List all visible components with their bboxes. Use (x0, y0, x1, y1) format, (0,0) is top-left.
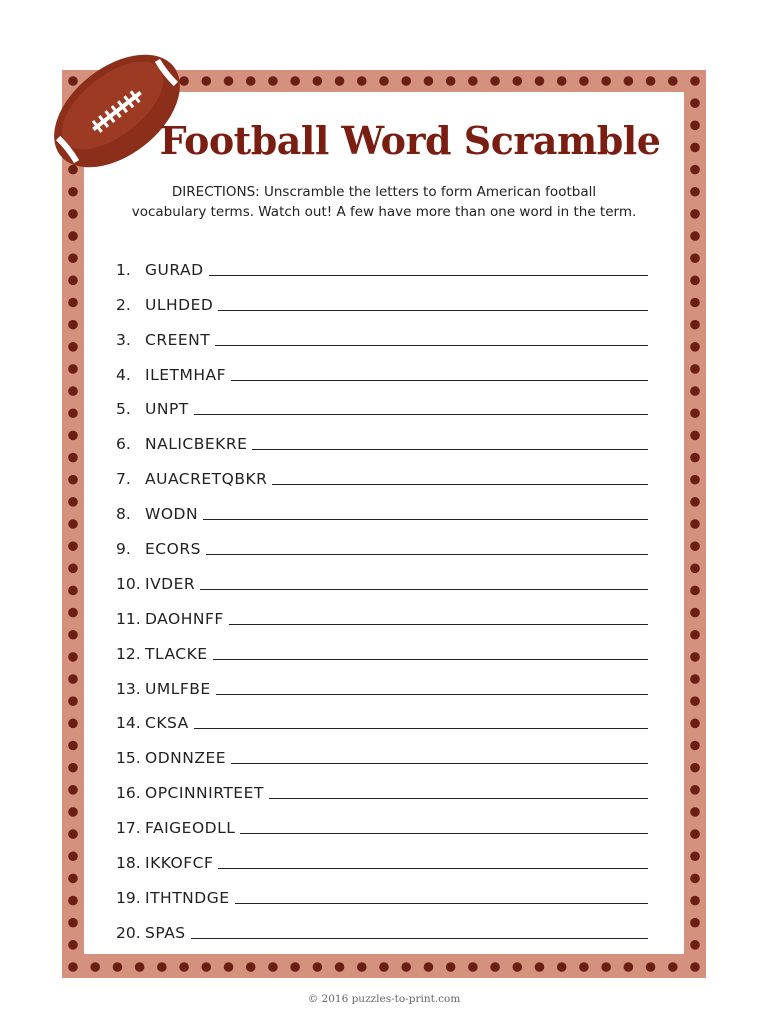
border-dot (401, 962, 411, 972)
border-dot (446, 76, 456, 86)
border-dot (424, 962, 434, 972)
border-dot (535, 76, 545, 86)
item-number: 17. (116, 819, 141, 838)
item-number: 10. (116, 574, 141, 593)
border-dot (290, 76, 300, 86)
item-number: 19. (116, 888, 141, 907)
answer-line[interactable] (235, 902, 649, 904)
list-item (116, 872, 648, 907)
item-number: 9. (116, 540, 131, 559)
border-dot (690, 364, 700, 374)
border-dot (690, 674, 700, 684)
border-dot (68, 386, 78, 396)
border-dot (690, 320, 700, 330)
border-dot (690, 541, 700, 551)
answer-line[interactable] (272, 483, 648, 485)
border-dot (68, 674, 78, 684)
border-dot (68, 896, 78, 906)
border-dot (68, 475, 78, 485)
list-item (116, 488, 648, 523)
border-dot (68, 209, 78, 219)
answer-line[interactable] (269, 797, 648, 799)
list-item (116, 453, 648, 488)
border-dot (357, 76, 367, 86)
border-dot (201, 962, 211, 972)
scrambled-word: SPAS (145, 923, 186, 942)
border-dot (690, 763, 700, 773)
border-dot (468, 76, 478, 86)
item-number: 6. (116, 435, 131, 454)
border-dot (68, 431, 78, 441)
scrambled-word: ILETMHAF (145, 365, 227, 384)
border-dot (68, 231, 78, 241)
border-dot (512, 962, 522, 972)
list-item (116, 418, 648, 453)
border-dot (468, 962, 478, 972)
list-item (116, 593, 648, 628)
border-dot (690, 408, 700, 418)
border-dot (135, 962, 145, 972)
border-dot (68, 320, 78, 330)
border-dot (68, 586, 78, 596)
item-number: 16. (116, 784, 141, 803)
border-dot (68, 253, 78, 263)
border-dot (690, 719, 700, 729)
border-dot (68, 564, 78, 574)
border-dot (68, 497, 78, 507)
border-dot (690, 807, 700, 817)
scramble-list (116, 244, 648, 942)
border-dot (690, 187, 700, 197)
item-number: 3. (116, 330, 131, 349)
border-dot (490, 962, 500, 972)
scrambled-word: IVDER (145, 574, 196, 593)
directions-line-1: DIRECTIONS: Unscramble the letters to form American football (171, 184, 597, 200)
scrambled-word: CKSA (145, 714, 189, 733)
page-title: Football Word Scramble (159, 118, 661, 163)
border-dot (646, 76, 656, 86)
item-number: 4. (116, 365, 131, 384)
scrambled-word: CREENT (145, 330, 211, 349)
border-dot (690, 453, 700, 463)
scrambled-word: NALICBEKRE (145, 435, 248, 454)
list-item (116, 244, 648, 279)
border-dot (690, 741, 700, 751)
scrambled-word: ITHTNDGE (145, 888, 230, 907)
border-dot (690, 342, 700, 352)
border-dot (690, 918, 700, 928)
border-dot (224, 76, 234, 86)
border-dot (690, 564, 700, 574)
border-dot (68, 342, 78, 352)
answer-line[interactable] (194, 413, 648, 415)
border-dot (268, 76, 278, 86)
border-dot (379, 76, 389, 86)
directions (104, 182, 664, 222)
answer-line[interactable] (231, 379, 648, 381)
border-dot (68, 453, 78, 463)
border-dot (690, 652, 700, 662)
border-dot (690, 940, 700, 950)
item-number: 12. (116, 644, 141, 663)
border-dot (690, 253, 700, 263)
list-item (116, 663, 648, 698)
border-dot (68, 408, 78, 418)
border-dot (68, 630, 78, 640)
border-dot (335, 76, 345, 86)
border-dot (690, 962, 700, 972)
border-dot (690, 696, 700, 706)
border-dot (68, 519, 78, 529)
scrambled-word: TLACKE (145, 644, 208, 663)
border-dot (68, 298, 78, 308)
item-number: 11. (116, 609, 141, 628)
scrambled-word: OPCINNIRTEET (145, 784, 264, 803)
answer-line[interactable] (213, 658, 648, 660)
border-dot (690, 121, 700, 131)
border-dot (690, 874, 700, 884)
border-dot (290, 962, 300, 972)
border-dot (624, 76, 634, 86)
border-dot (68, 541, 78, 551)
answer-line[interactable] (215, 344, 648, 346)
border-dot (690, 143, 700, 153)
answer-line[interactable] (218, 309, 648, 311)
border-dot (424, 76, 434, 86)
copyright: © 2016 puzzles-to-print.com (307, 993, 461, 1005)
answer-line[interactable] (240, 832, 648, 834)
scrambled-word: ECORS (145, 540, 201, 559)
item-number: 5. (116, 400, 131, 419)
border-dot (690, 630, 700, 640)
list-item (116, 279, 648, 314)
item-number: 13. (116, 679, 141, 698)
border-dot (690, 519, 700, 529)
scrambled-word: DAOHNFF (145, 609, 224, 628)
border-dot (313, 76, 323, 86)
border-dot (313, 962, 323, 972)
border-dot (113, 962, 123, 972)
border-dot (601, 76, 611, 86)
answer-line[interactable] (194, 727, 648, 729)
list-item (116, 384, 648, 419)
list-item (116, 523, 648, 558)
list-item (116, 349, 648, 384)
border-dot (246, 76, 256, 86)
border-dot (690, 76, 700, 86)
scrambled-word: UNPT (145, 400, 189, 419)
border-dot (68, 829, 78, 839)
item-number: 2. (116, 295, 131, 314)
border-dot (68, 719, 78, 729)
border-dot (68, 763, 78, 773)
border-dot (690, 231, 700, 241)
scrambled-word: ULHDED (145, 295, 214, 314)
scrambled-word: AUACRETQBKR (145, 470, 268, 489)
border-dot (201, 76, 211, 86)
list-item (116, 628, 648, 663)
border-dot (690, 431, 700, 441)
border-dot (690, 608, 700, 618)
border-dot (68, 785, 78, 795)
border-dot (690, 276, 700, 286)
border-dot (690, 165, 700, 175)
border-dot (690, 475, 700, 485)
border-dot (557, 76, 567, 86)
border-dot (401, 76, 411, 86)
border-dot (68, 276, 78, 286)
list-item (116, 767, 648, 802)
border-dot (668, 962, 678, 972)
border-dot (224, 962, 234, 972)
border-dot (690, 896, 700, 906)
list-item (116, 907, 648, 942)
border-dot (557, 962, 567, 972)
border-dot (690, 209, 700, 219)
border-dot (68, 608, 78, 618)
border-dot (690, 829, 700, 839)
list-item (116, 314, 648, 349)
border-dot (268, 962, 278, 972)
border-dot (690, 386, 700, 396)
list-item (116, 802, 648, 837)
border-dot (179, 962, 189, 972)
border-dot (668, 76, 678, 86)
border-dot (68, 807, 78, 817)
border-dot (68, 696, 78, 706)
answer-line[interactable] (191, 937, 648, 939)
border-dot (490, 76, 500, 86)
border-dot (535, 962, 545, 972)
answer-line[interactable] (206, 553, 648, 555)
item-number: 8. (116, 505, 131, 524)
border-dot (624, 962, 634, 972)
scrambled-word: UMLFBE (145, 679, 211, 698)
border-dot (68, 741, 78, 751)
border-dot (335, 962, 345, 972)
list-item (116, 698, 648, 733)
answer-line[interactable] (252, 448, 648, 450)
border-dot (446, 962, 456, 972)
border-dot (512, 76, 522, 86)
scrambled-word: GURAD (145, 260, 204, 279)
border-dot (646, 962, 656, 972)
border-dot (579, 962, 589, 972)
football-icon (42, 36, 192, 186)
border-dot (68, 918, 78, 928)
scrambled-word: IKKOFCF (145, 854, 214, 873)
border-dot (379, 962, 389, 972)
border-dot (690, 785, 700, 795)
list-item (116, 837, 648, 872)
border-dot (68, 874, 78, 884)
border-dot (690, 851, 700, 861)
item-number: 20. (116, 923, 141, 942)
answer-line[interactable] (229, 623, 648, 625)
item-number: 1. (116, 260, 131, 279)
border-dot (157, 962, 167, 972)
answer-line[interactable] (209, 274, 648, 276)
scrambled-word: WODN (145, 505, 199, 524)
border-dot (68, 940, 78, 950)
border-dot (68, 652, 78, 662)
item-number: 18. (116, 854, 141, 873)
border-dot (690, 98, 700, 108)
border-dot (90, 962, 100, 972)
answer-line[interactable] (216, 693, 648, 695)
border-dot (601, 962, 611, 972)
border-dot (68, 364, 78, 374)
border-dot (690, 497, 700, 507)
scrambled-word: FAIGEODLL (145, 819, 236, 838)
border-dot (690, 298, 700, 308)
border-dot (68, 187, 78, 197)
list-item (116, 558, 648, 593)
item-number: 7. (116, 470, 131, 489)
item-number: 14. (116, 714, 141, 733)
list-item (116, 732, 648, 767)
border-dot (68, 851, 78, 861)
border-dot (357, 962, 367, 972)
answer-line[interactable] (218, 867, 648, 869)
directions-line-2: vocabulary terms. Watch out! A few have more than one word in the term. (131, 204, 637, 220)
border-dot (246, 962, 256, 972)
item-number: 15. (116, 749, 141, 768)
answer-line[interactable] (203, 518, 648, 520)
border-dot (68, 962, 78, 972)
border-dot (690, 586, 700, 596)
border-dot (579, 76, 589, 86)
scrambled-word: ODNNZEE (145, 749, 227, 768)
answer-line[interactable] (231, 762, 648, 764)
answer-line[interactable] (200, 588, 648, 590)
